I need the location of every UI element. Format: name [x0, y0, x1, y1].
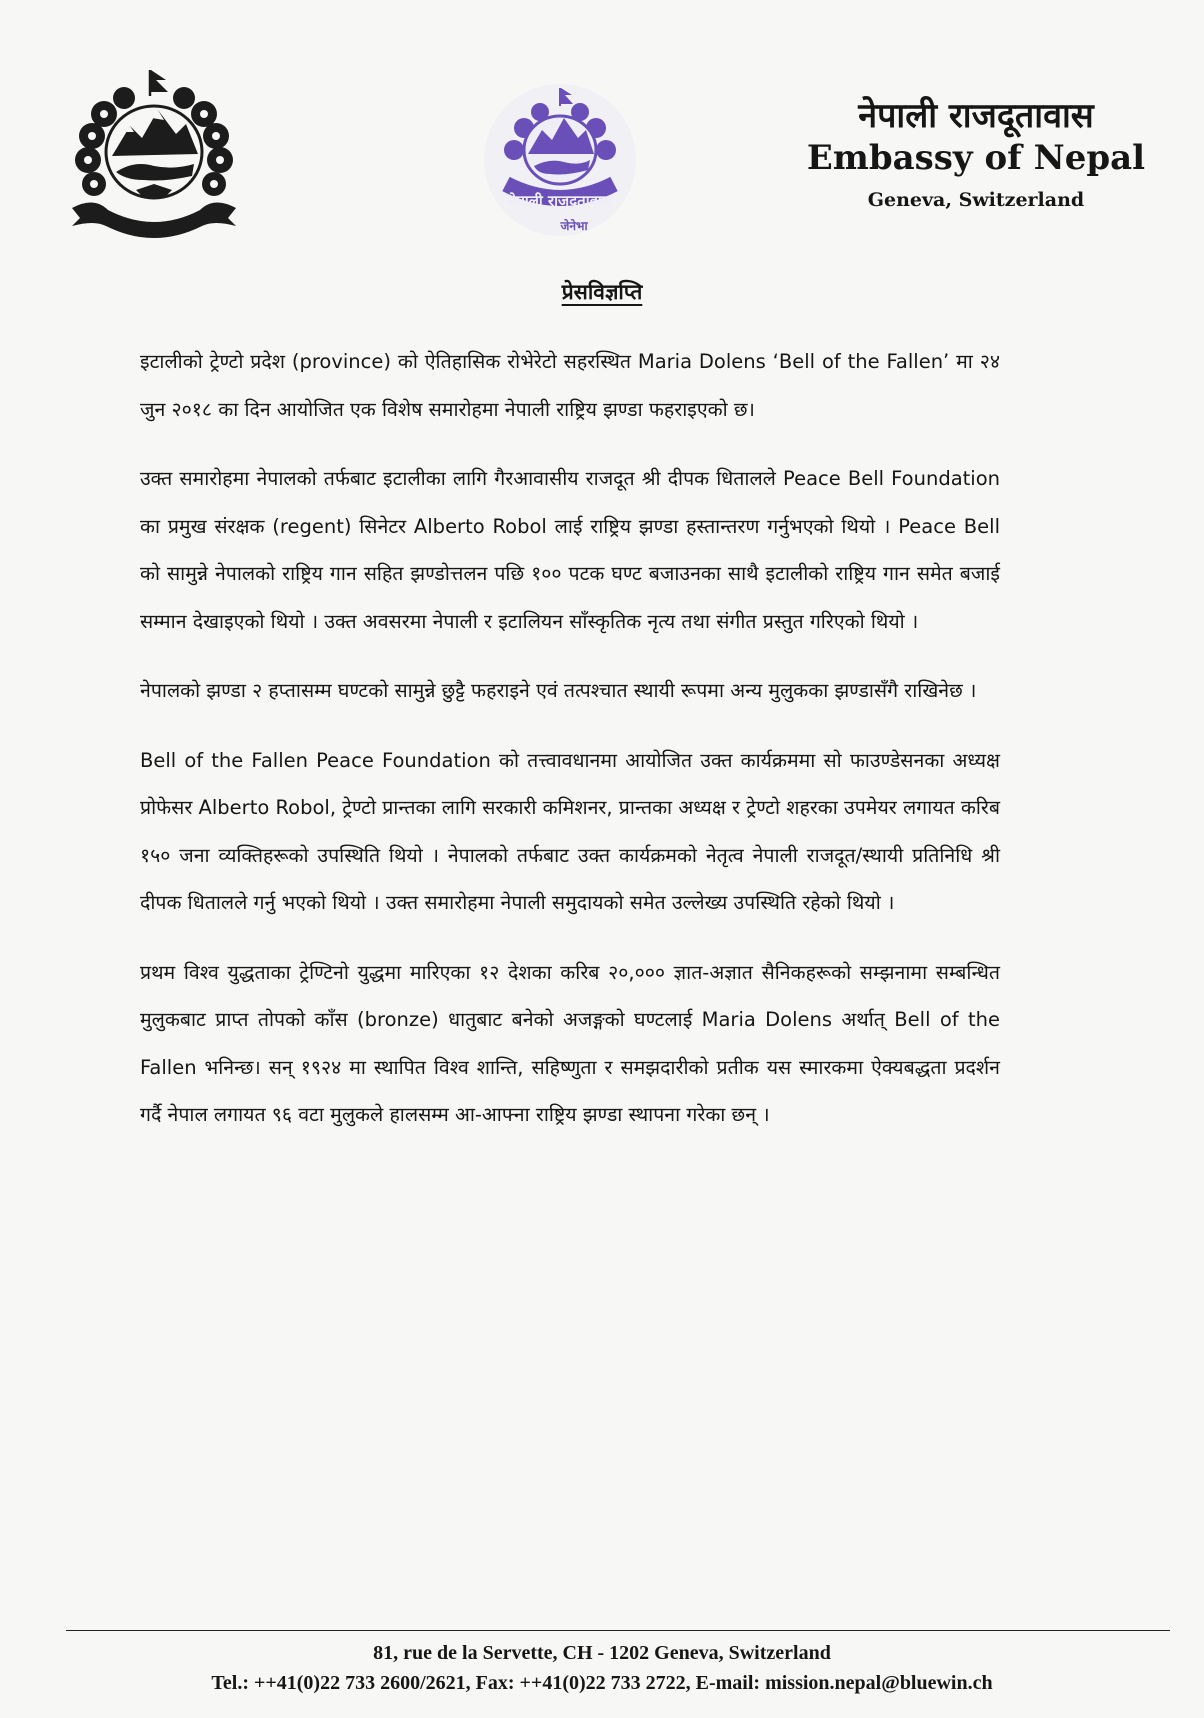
footer: [0, 1638, 1204, 1698]
footer-contact: Tel.: ++41(0)22 733 2600/2621, Fax: ++41(0)22 733 2722, E-mail: mission.nepal@bluewin.ch: [211, 1672, 993, 1694]
embassy-seal-stamp-icon: [480, 80, 640, 240]
document-title: [0, 278, 1204, 306]
footer-divider: [66, 1630, 1170, 1631]
nepal-coat-of-arms-icon: [64, 64, 244, 244]
masthead: [776, 96, 1176, 214]
seal-text: नेपाली राजदूतावास: [508, 192, 612, 210]
paragraph-4: Bell of the Fallen Peace Foundation को तत्त्वावधानमा आयोजित उक्त कार्यक्रममा सो फाउण्डेसनका अध्यक्ष प्रोफेसर Alberto Robol, ट्रेण्टो प्रान्तका लागि सरकारी कमिशनर, प्रान्तका अध्यक्ष र ट्रेण्टो शहरका उपमेयर लगायत करिब १५० जना व्यक्तिहरूको उपस्थिति थियो । नेपालको तर्फबाट उक्त कार्यक्रमको नेतृत्व नेपाली राजदूत/स्थायी प्रतिनिधि श्री दीपक धितालले गर्नु भएको थियो । उक्त समारोहमा नेपाली समुदायको समेत उल्लेख्य उपस्थिति रहेको थियो ।: [140, 748, 1000, 914]
embassy-name-nepali: नेपाली राजदूतावास: [858, 96, 1094, 136]
paragraph-5: प्रथम विश्व युद्धताका ट्रेण्टिनो युद्धमा मारिएका १२ देशका करिब २०,००० ज्ञात-अज्ञात सैनिकहरूको सम्झनामा सम्बन्धित मुलुकबाट प्राप्त तोपको काँस (bronze) धातुबाट बनेको अजङ्गको घण्टलाई Maria Dolens अर्थात् Bell of the Fallen भनिन्छ। सन् १९२४ मा स्थापित विश्व शान्ति, सहिष्णुता र समझदारीको प्रतीक यस स्मारकमा ऐक्यबद्धता प्रदर्शन गर्दै नेपाल लगायत ९६ वटा मुलुकले हालसम्म आ-आफ्ना राष्ट्रिय झण्डा स्थापना गरेका छन् ।: [140, 960, 1000, 1126]
seal-city: जेनेभा: [560, 219, 588, 233]
footer-address: 81, rue de la Servette, CH - 1202 Geneva, Switzerland: [373, 1642, 831, 1664]
paragraph-1: इटालीको ट्रेण्टो प्रदेश (province) को ऐतिहासिक रोभेरेटो सहरस्थित Maria Dolens ‘Bell of the Fallen’ मा २४ जुन २०१८ का दिन आयोजित एक विशेष समारोहमा नेपाली राष्ट्रिय झण्डा फहराइएको छ।: [140, 350, 1000, 421]
paragraph-2: उक्त समारोहमा नेपालको तर्फबाट इटालीका लागि गैरआवासीय राजदूत श्री दीपक धितालले Peace Bell Foundation का प्रमुख संरक्षक (regent) सिनेटर Alberto Robol लाई राष्ट्रिय झण्डा हस्तान्तरण गर्नुभएको थियो । Peace Bell को सामुन्ने नेपालको राष्ट्रिय गान सहित झण्डोत्तलन पछि १०० पटक घण्ट बजाउनका साथै इटालीको राष्ट्रिय गान समेत बजाई सम्मान देखाइएको थियो । उक्त अवसरमा नेपाली र इटालियन साँस्कृतिक नृत्य तथा संगीत प्रस्तुत गरिएको थियो ।: [140, 467, 1000, 633]
document-title-text: प्रेसविज्ञप्ति: [561, 280, 643, 304]
embassy-name-english: Embassy of Nepal: [806, 138, 1146, 178]
paragraph-3: नेपालको झण्डा २ हप्तासम्म घण्टको सामुन्ने छुट्टै फहराइने एवं तत्पश्चात स्थायी रूपमा अन्य मुलुकका झण्डासँगै राखिनेछ ।: [140, 679, 977, 702]
embassy-location: Geneva, Switzerland: [867, 189, 1085, 211]
document-body: [140, 338, 1000, 1161]
